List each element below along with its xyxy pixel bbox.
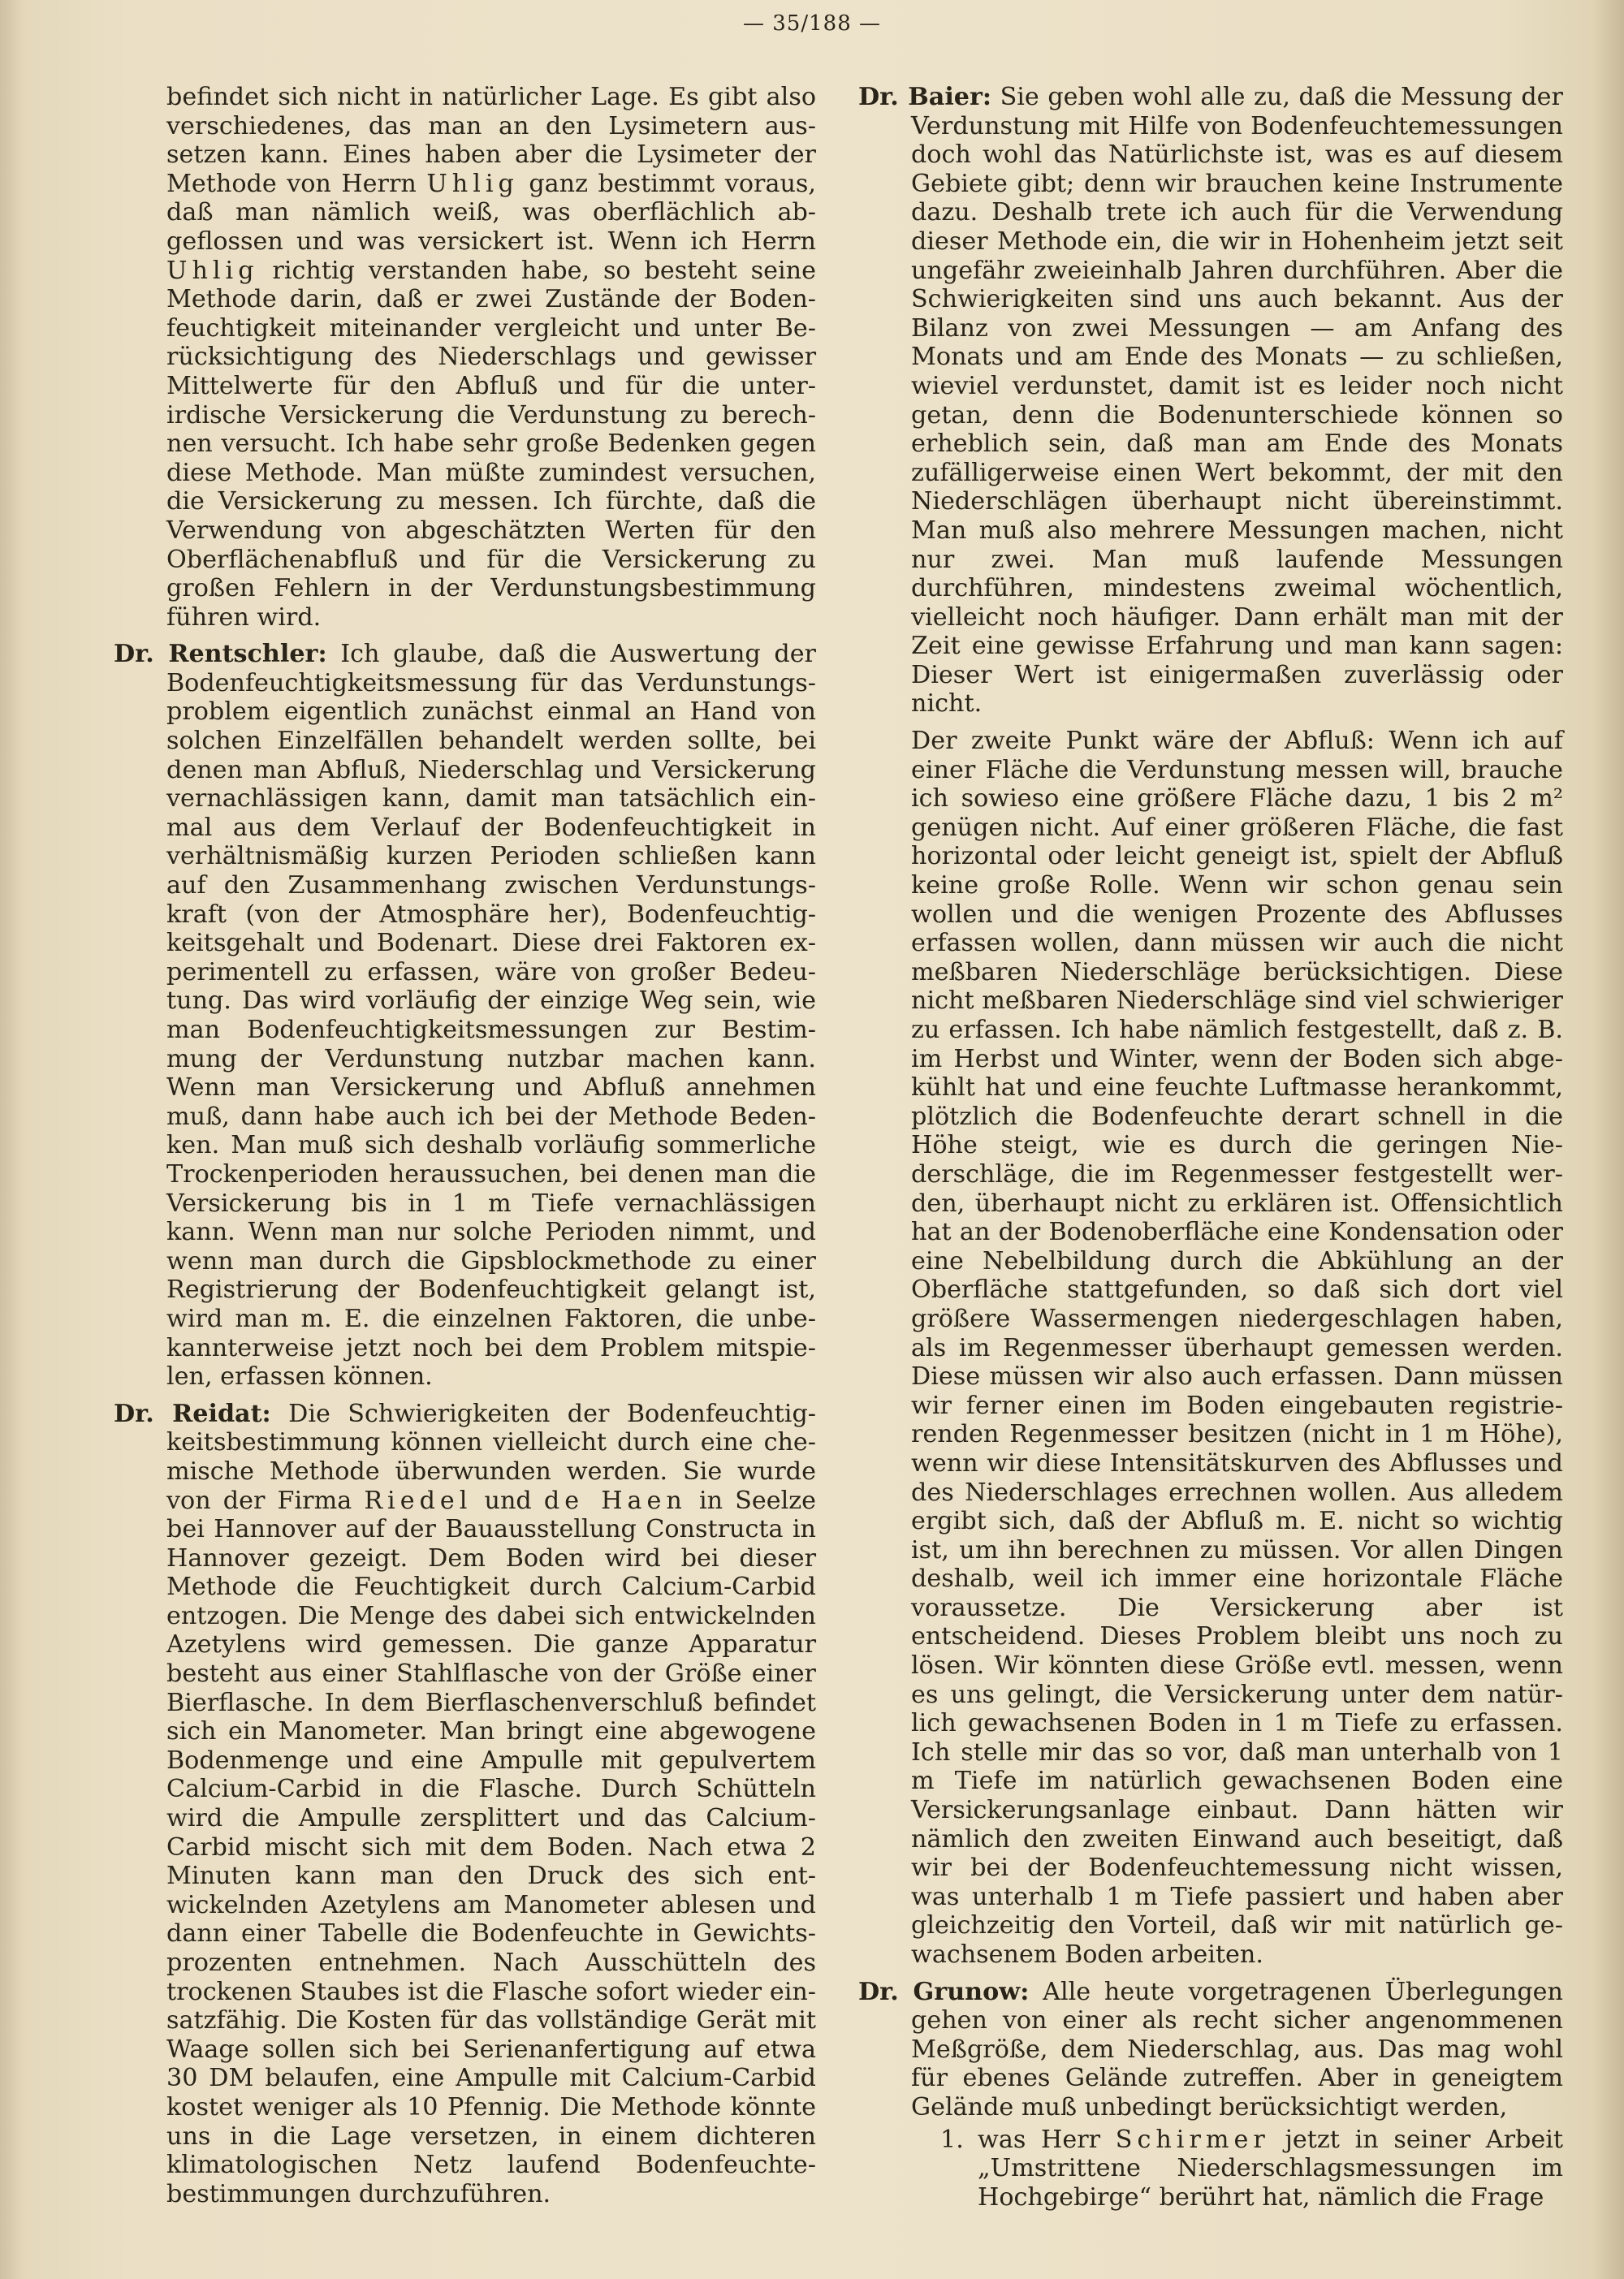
text-run: jetzt in seiner Arbeit „Umstrittene Niederschlagsmessungen im Hochgebirge“ berührt hat, nämlich die Frage bbox=[978, 2125, 1564, 2212]
speech-text: Ich glaube, daß die Auswertung der Bodenfeuchtigkeitsmessung für das Verdunstungsproblem eigentlich zunächst einmal an Hand von solchen Einzelfällen behandelt werden sollte, bei denen man Abfluß, Niederschlag und Versickerung vernachlässigen kann, damit man tatsächlich einmal aus dem Verlauf der Bodenfeuchtigkeit in verhältnismäßig kurzen Perioden schließen kann auf den Zusammenhang zwischen Verdunstungskraft (von der Atmosphäre her), Bodenfeuchtigkeitsgehalt und Bodenart. Diese drei Faktoren experimentell zu erfassen, wäre von großer Bedeutung. Das wird vorläufig der einzige Weg sein, wie man Bodenfeuchtigkeitsmessungen zur Bestimmung der Verdunstung nutzbar machen kann. Wenn man Versickerung und Abfluß annehmen muß, dann habe auch ich bei der Methode Bedenken. Man muß sich deshalb vorläufig sommerliche Trockenperioden heraussuchen, bei denen man die Versickerung bis in 1 m Tiefe vernachlässigen kann. Wenn man nur solche Perioden nimmt, und wenn man durch die Gipsblockmethode zu einer Registrierung der Bodenfeuchtigkeit gelangt ist, wird man m. E. die einzelnen Faktoren, die unbekannterweise jetzt noch bei dem Problem mitspielen, erfassen können. bbox=[166, 640, 816, 1392]
page-edge-shadow-left bbox=[0, 0, 24, 2279]
text-run: was Herr bbox=[978, 2125, 1116, 2154]
speech-reidat bbox=[114, 1399, 817, 2209]
text-run: befindet sich nicht in natürlicher Lage. Es gibt also verschiedenes, das man an den Lysimetern aussetzen kann. Eines haben aber die Lysimeter der Methode von Herrn bbox=[166, 83, 816, 198]
speaker-label: Dr. Baier: bbox=[858, 83, 992, 111]
page-number: — 35/188 — bbox=[743, 11, 881, 36]
left-column bbox=[114, 83, 817, 2216]
speech-text: in Seelze bei Hannover auf der Bauausstellung Constructa in Hannover gezeigt. Dem Boden wird bei dieser Methode die Feuchtigkeit durch Calcium-Carbid entzogen. Die Menge des dabei sich entwickelnden Azetylens wird gemessen. Die ganze Apparatur besteht aus einer Stahlflasche von der Größe einer Bierflasche. In dem Bierflaschenverschluß befindet sich ein Manometer. Man bringt eine abgewogene Bodenmenge und eine Ampulle mit gepulvertem Calcium-Carbid in die Flasche. Durch Schütteln wird die Ampulle zersplittert und das Calcium-Carbid mischt sich mit dem Boden. Nach etwa 2 Minuten kann man den Druck des sich entwickelnden Azetylens am Manometer ablesen und dann einer Tabelle die Bodenfeuchte in Gewichtsprozenten entnehmen. Nach Ausschütteln des trockenen Staubes ist die Flasche sofort wieder einsatzfähig. Die Kosten für das vollständige Gerät mit Waage sollen sich bei Serienanfertigung auf etwa 30 DM belaufen, eine Ampulle mit Calcium-Carbid kostet weniger als 10 Pfennig. Die Methode könnte uns in die Lage versetzen, in einem dichteren klimatologischen Netz laufend Bodenfeuchtebestimmungen durchzuführen. bbox=[166, 1486, 817, 2208]
speech-text: Die Schwierigkeiten der Bodenfeuchtigkeitsbestimmung können vielleicht durch eine chemische Methode überwunden werden. Sie wurde von der Firma bbox=[166, 1399, 816, 1515]
text-run: richtig verstanden habe, so besteht seine Methode darin, daß er zwei Zustände der Bodenfeuchtigkeit miteinander vergleicht und unter Berücksichtigung des Niederschlags und gewisser Mittelwerte für den Abfluß und für die unterirdische Versickerung die Verdunstung zu berechnen versucht. Ich habe sehr große Bedenken gegen diese Methode. Man müßte zumindest versuchen, die Versickerung zu messen. Ich fürchte, daß die Verwendung von abgeschätzten Werten für den Oberflächenabfluß und für die Versickerung zu großen Fehlern in der Verdunstungsbestimmung führen wird. bbox=[166, 256, 816, 632]
right-column bbox=[858, 83, 1564, 2212]
text-run: und bbox=[472, 1486, 544, 1515]
list-number: 1. bbox=[940, 2125, 964, 2154]
paragraph-continuation bbox=[166, 83, 816, 632]
person-name: Schirmer bbox=[1115, 2125, 1270, 2154]
speech-text: Alle heute vorgetragenen Überlegungen gehen von einer als recht sicher angenommenen Meßgröße, dem Niederschlag, aus. Das mag wohl für ebenes Gelände zutreffen. Aber in geneigtem Gelände muß unbedingt berücksichtigt werden, bbox=[911, 1977, 1563, 2121]
speaker-label: Dr. Grunow: bbox=[858, 1977, 1030, 2006]
speech-rentschler bbox=[114, 640, 816, 1392]
speech-text: Sie geben wohl alle zu, daß die Messung der Verdunstung mit Hilfe von Bodenfeuchtemessungen doch wohl das Natürlichste ist, was es auf diesem Gebiete gibt; denn wir brauchen keine Instrumente dazu. Deshalb trete ich auch für die Verwendung dieser Methode ein, die wir in Hohenheim jetzt seit ungefähr zweieinhalb Jahren durchführen. Aber die Schwierigkeiten sind uns auch bekannt. Aus der Bilanz von zwei Messungen — am Anfang des Monats und am Ende des Monats — zu schließen, wieviel verdunstet, damit ist es leider noch nicht getan, denn die Bodenunterschiede können so erheblich sein, daß man am Ende des Monats zufälligerweise einen Wert bekommt, der mit den Niederschlägen überhaupt nicht übereinstimmt. Man muß also mehrere Messungen machen, nicht nur zwei. Man muß laufende Messungen durchführen, mindestens zweimal wöchentlich, vielleicht noch häufiger. Dann erhält man mit der Zeit eine gewisse Erfahrung und man kann sagen: Dieser Wert ist einigermaßen zuverlässig oder nicht. bbox=[911, 83, 1563, 719]
page-edge-shadow-right bbox=[1593, 0, 1624, 2279]
person-name: Uhlig bbox=[426, 169, 519, 198]
speaker-label: Dr. Reidat: bbox=[114, 1399, 271, 1428]
company-name: Riedel bbox=[364, 1486, 473, 1515]
person-name: Uhlig bbox=[166, 256, 259, 285]
text-run: ganz bestimmt voraus, daß man nämlich weiß, was oberflächlich abgeflossen und was versickert ist. Wenn ich Herrn bbox=[166, 169, 816, 256]
company-name: de Haen bbox=[543, 1486, 687, 1515]
list-item bbox=[911, 2126, 1563, 2212]
speech-grunow bbox=[858, 1977, 1563, 2122]
speech-baier bbox=[858, 83, 1563, 719]
list-text bbox=[978, 2126, 1563, 2212]
paragraph: Der zweite Punkt wäre der Abfluß: Wenn ich auf einer Fläche die Verdunstung messen will, brauche ich sowieso eine größere Fläche dazu, 1 bis 2 m² genügen nicht. Auf einer größeren Fläche, die fast horizontal oder leicht geneigt ist, spielt der Abfluß keine große Rolle. Wenn wir schon genau sein wollen und die wenigen Prozente des Abflusses erfassen wollen, dann müssen wir auch die nicht meßbaren Niederschläge berücksichtigen. Diese nicht meßbaren Niederschläge sind viel schwieriger zu erfassen. Ich habe nämlich festgestellt, daß z. B. im Herbst und Winter, wenn der Boden sich abgekühlt hat und eine feuchte Luftmasse herankommt, plötzlich die Bodenfeuchte derart schnell in die Höhe steigt, wie es durch die geringen Niederschläge, die im Regenmesser festgestellt werden, überhaupt nicht zu erklären ist. Offensichtlich hat an der Bodenoberfläche eine Kondensation oder eine Nebelbildung durch die Abkühlung an der Oberfläche stattgefunden, so daß sich dort viel größere Wassermengen niedergeschlagen haben, als im Regenmesser überhaupt gemessen werden. Diese müssen wir also auch erfassen. Dann müssen wir ferner einen im Boden eingebauten registrierenden Regenmesser besitzen (nicht in 1 m Höhe), wenn wir diese Intensitätskurven des Abflusses und des Niederschlages errechnen wollen. Aus alledem ergibt sich, daß der Abfluß m. E. nicht so wichtig ist, um ihn berechnen zu müssen. Vor allen Dingen deshalb, weil ich immer eine horizontale Fläche voraussetze. Die Versickerung aber ist entscheidend. Dieses Problem bleibt uns noch zu lösen. Wir könnten diese Größe evtl. messen, wenn es uns gelingt, die Versickerung unter dem natürlich gewachsenen Boden in 1 m Tiefe zu erfassen. Ich stelle mir das so vor, daß man unterhalb von 1 m Tiefe im natürlich gewachsenen Boden eine Versickerungsanlage einbaut. Dann hätten wir nämlich den zweiten Einwand auch beseitigt, daß wir bei der Bodenfeuchtemessung nicht wissen, was unterhalb 1 m Tiefe passiert und haben aber gleichzeitig den Vorteil, daß wir mit natürlich gewachsenem Boden arbeiten. bbox=[911, 727, 1563, 1969]
speaker-label: Dr. Rentschler: bbox=[114, 640, 327, 669]
